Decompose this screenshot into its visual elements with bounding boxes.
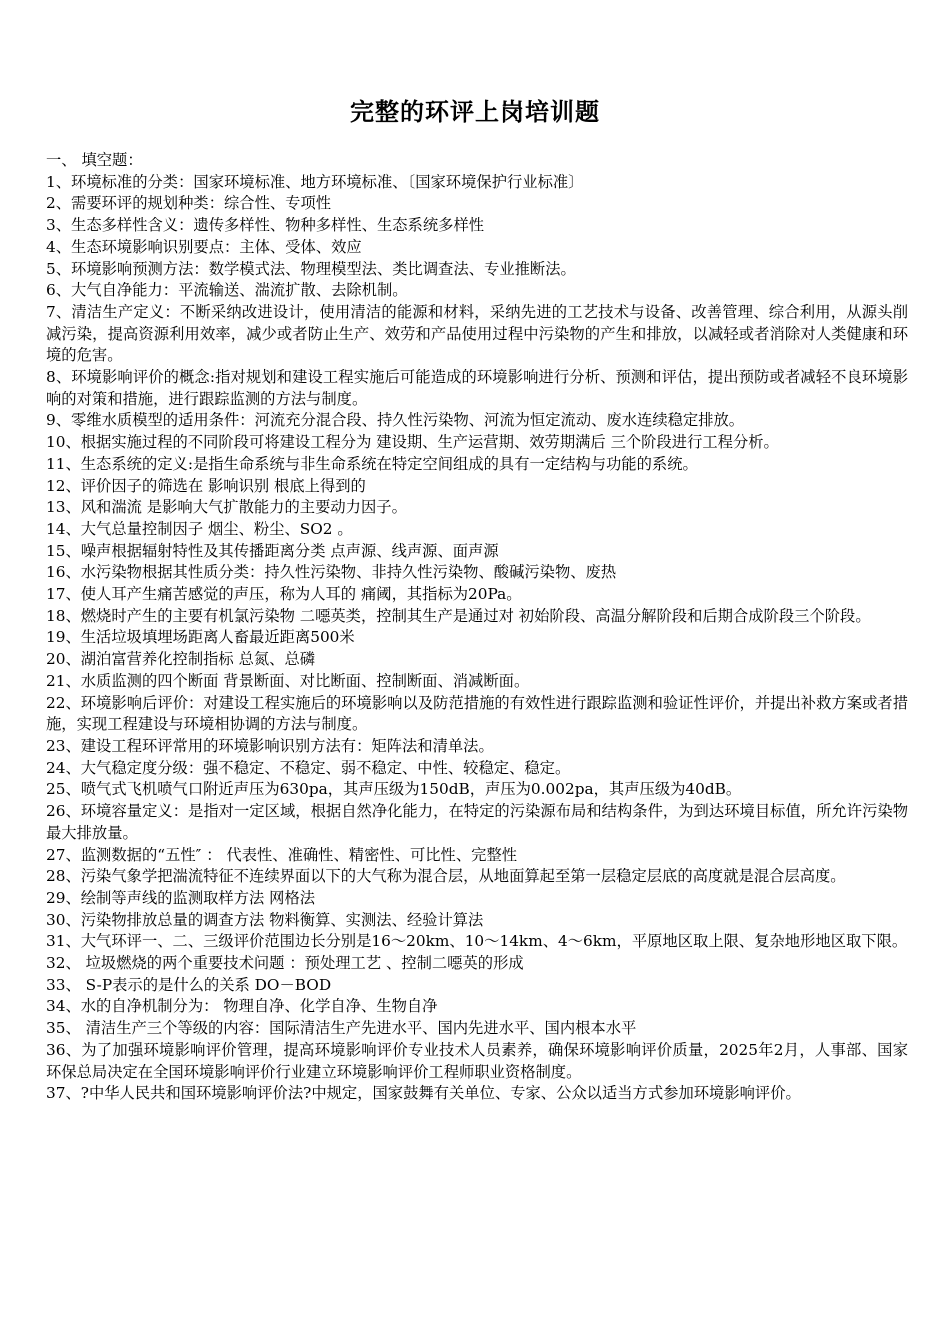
question-item: 32、 垃圾燃烧的两个重要技术问题 ：预处理工艺 、控制二噁英的形成 <box>46 954 524 973</box>
question-item: 8、环境影响评价的概念:指对规划和建设工程实施后可能造成的环境影响进行分析、预测和评估，提出预防或者减轻不良环境影响的对策和措施，进行跟踪监测的方法与制度。 <box>46 368 908 408</box>
question-item: 26、环境容量定义：是指对一定区域，根据自然净化能力，在特定的污染源布局和结构条件，为到达环境目标值，所允许污染物最大排放量。 <box>46 802 908 842</box>
question-item: 5、环境影响预测方法：数学模式法、物理模型法、类比调查法、专业推断法。 <box>46 259 576 278</box>
question-item: 2、需要环评的规划种类：综合性、专项性 <box>46 194 332 213</box>
question-item: 11、生态系统的定义:是指生命系统与非生命系统在特定空间组成的具有一定结构与功能的系统。 <box>46 454 698 473</box>
question-item: 22、环境影响后评价：对建设工程实施后的环境影响以及防范措施的有效性进行跟踪监测和验证性评价，并提出补救方案或者措施，实现工程建设与环境相协调的方法与制度。 <box>46 693 908 734</box>
question-item: 12、评价因子的筛选在 影响识别 根底上得到的 <box>46 476 366 495</box>
question-item: 28、污染气象学把湍流特征不连续界面以下的大气称为混合层，从地面算起至第一层稳定层底的高度就是混合层高度。 <box>46 867 846 886</box>
question-item: 20、湖泊富营养化控制指标 总氮、总磷 <box>46 650 316 669</box>
question-item: 3、生态多样性含义：遗传多样性、物种多样性、生态系统多样性 <box>46 216 485 235</box>
question-item: 35、 清洁生产三个等级的内容：国际清洁生产先进水平、国内先进水平、国内根本水平 <box>46 1019 637 1038</box>
question-item: 7、清洁生产定义：不断采纳改进设计，使用清洁的能源和材料，采纳先进的工艺技术与设备、改善管理、综合利用，从源头削减污染，提高资源利用效率，减少或者防止生产、效劳和产品使用过程中污染物的产生和排放，以减轻或者消除对人类健康和环境的危害。 <box>46 302 908 365</box>
question-item: 21、水质监测的四个断面 背景断面、对比断面、控制断面、消减断面。 <box>46 671 530 690</box>
question-item: 13、风和湍流 是影响大气扩散能力的主要动力因子。 <box>46 498 407 517</box>
question-item: 15、噪声根据辐射特性及其传播距离分类 点声源、线声源、面声源 <box>46 541 499 560</box>
question-item: 24、大气稳定度分级：强不稳定、不稳定、弱不稳定、中性、较稳定、稳定。 <box>46 758 571 777</box>
question-item: 37、?中华人民共和国环境影响评价法?中规定，国家鼓舞有关单位、专家、公众以适当方式参加环境影响评价。 <box>46 1084 801 1103</box>
section-heading: 一、 填空题： <box>46 151 143 169</box>
question-item: 23、建设工程环评常用的环境影响识别方法有：矩阵法和清单法。 <box>46 736 494 755</box>
question-item: 6、大气自净能力：平流输送、湍流扩散、去除机制。 <box>46 281 408 300</box>
question-item: 31、大气环评一、二、三级评价范围边长分别是16～20km、10～14km、4～6km，平原地区取上限、复杂地形地区取下限。 <box>46 932 908 951</box>
question-item: 16、水污染物根据其性质分类：持久性污染物、非持久性污染物、酸碱污染物、废热 <box>46 563 617 582</box>
question-item: 18、燃烧时产生的主要有机氯污染物 二噁英类，控制其生产是通过对 初始阶段、高温分解阶段和后期合成阶段三个阶段。 <box>46 606 871 625</box>
document-body <box>46 150 908 1105</box>
question-item: 1、环境标准的分类：国家环境标准、地方环境标准、〔国家环境保护行业标准〕 <box>46 172 584 191</box>
question-item: 25、喷气式飞机喷气口附近声压为630pa，其声压级为150dB，声压为0.002pa，其声压级为40dB。 <box>46 780 742 799</box>
question-item: 36、为了加强环境影响评价管理，提高环境影响评价专业技术人员素养，确保环境影响评价质量，2025年2月，人事部、国家环保总局决定在全国环境影响评价行业建立环境影响评价工程师职业资格制度。 <box>46 1040 908 1081</box>
question-item: 33、 S-P表示的是什么的关系 DO－BOD <box>46 975 332 994</box>
document-title: 完整的环评上岗培训题 <box>350 98 600 126</box>
question-item: 27、监测数据的“五性″ ： 代表性、准确性、精密性、可比性、完整性 <box>46 845 518 864</box>
question-item: 10、根据实施过程的不同阶段可将建设工程分为 建设期、生产运营期、效劳期满后 三个阶段进行工程分析。 <box>46 433 779 452</box>
question-item: 9、零维水质模型的适用条件：河流充分混合段、持久性污染物、河流为恒定流动、废水连续稳定排放。 <box>46 411 745 430</box>
question-item: 34、水的自净机制分为： 物理自净、化学自净、生物自净 <box>46 997 438 1016</box>
question-item: 4、生态环境影响识别要点：主体、受体、效应 <box>46 237 362 256</box>
question-item: 14、大气总量控制因子 烟尘、粉尘、SO2 。 <box>46 519 353 538</box>
question-item: 29、绘制等声线的监测取样方法 网格法 <box>46 888 316 907</box>
question-item: 17、使人耳产生痛苦感觉的声压，称为人耳的 痛阈，其指标为20Pa。 <box>46 585 522 604</box>
question-list <box>46 172 908 1105</box>
question-item: 30、污染物排放总量的调查方法 物料衡算、实测法、经验计算法 <box>46 910 484 929</box>
question-item: 19、生活垃圾填埋场距离人畜最近距离500米 <box>46 628 355 647</box>
